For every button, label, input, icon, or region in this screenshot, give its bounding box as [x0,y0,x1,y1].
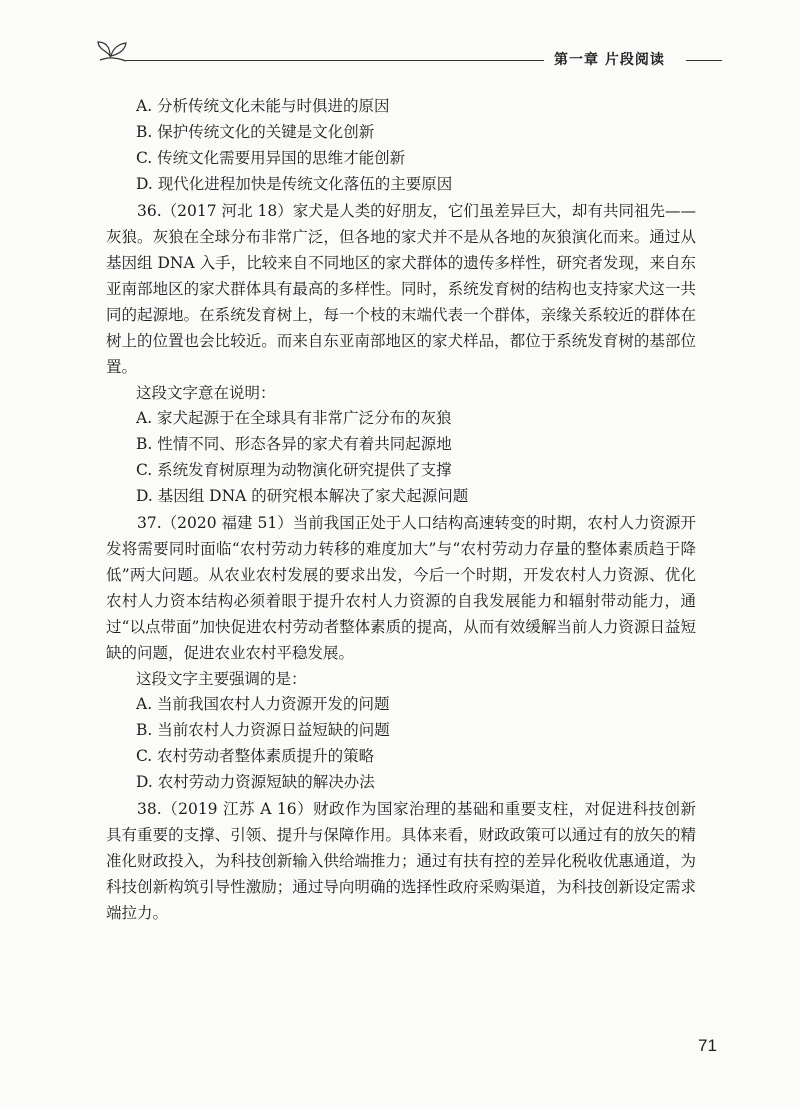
q38-text: 38.（2019 江苏 A 16）财政作为国家治理的基础和重要支柱，对促进科技创新具有重要的支撑、引领、提升与保障作用。具体来看，财政政策可以通过有的放矢的精准化财政投入，为科技创新输入供给端推力；通过有扶有控的差异化税收优惠通道，为科技创新构筑引导性激励；通过导向明确的选择性政府采购渠道，为科技创新设定需求端拉力。 [106,800,696,922]
q36-text: 36.（2017 河北 18）家犬是人类的好朋友，它们虽差异巨大，却有共同祖先——灰狼。灰狼在全球分布非常广泛，但各地的家犬并不是从各地的灰狼演化而来。通过从基因组 DNA 入手，比较来自不同地区的家犬群体的遗传多样性，研究者发现，来自东亚南部地区的家犬群体具有最高的多样性。同时，系统发育树的结构也支持家犬这一共同的起源地。在系统发育树上，每一个枝的末端代表一个群体，亲缘关系较近的群体在树上的位置也会比较近。而来自东亚南部地区的家犬样品，都位于系统发育树的基部位置。 [106,202,696,376]
q36-option-b: B. 性情不同、形态各异的家犬有着共同起源地 [136,435,452,453]
q36-option-a: A. 家犬起源于在全球具有非常广泛分布的灰狼 [136,409,452,427]
chapter-title: 第一章 片段阅读 [554,52,665,68]
q37-option-d: D. 农村劳动力资源短缺的解决办法 [136,773,375,791]
page-content [106,94,696,926]
option-a: A. 分析传统文化未能与时俱进的原因 [136,97,390,115]
q37-prompt: 这段文字主要强调的是： [136,670,307,688]
option-c: C. 传统文化需要用异国的思维才能创新 [136,149,406,167]
header-rule-left [126,60,544,61]
page-number: 71 [698,1036,717,1055]
header-rule-right [686,60,722,61]
q37-option-a: A. 当前我国农村人力资源开发的问题 [136,695,390,713]
leaf-icon [96,34,130,64]
q36-option-d: D. 基因组 DNA 的研究根本解决了家犬起源问题 [136,487,469,505]
q37-option-c: C. 农村劳动者整体素质提升的策略 [136,747,375,765]
q37-text: 37.（2020 福建 51）当前我国正处于人口结构高速转变的时期，农村人力资源开发将需要同时面临“农村劳动力转移的难度加大”与“农村劳动力存量的整体素质趋于降低”两大问题。从农业农村发展的要求出发，今后一个时期，开发农村人力资源、优化农村人力资本结构必须着眼于提升农村人力资源的自我发展能力和辐射带动能力，通过“以点带面”加快促进农村劳动者整体素质的提高，从而有效缓解当前人力资源日益短缺的问题，促进农业农村平稳发展。 [106,514,696,662]
option-d: D. 现代化进程加快是传统文化落伍的主要原因 [136,175,453,193]
q36-option-c: C. 系统发育树原理为动物演化研究提供了支撑 [136,461,452,479]
q37-option-b: B. 当前农村人力资源日益短缺的问题 [136,721,390,739]
q36-prompt: 这段文字意在说明： [136,384,276,402]
page-header [96,34,722,70]
q35-options [106,94,696,198]
option-b: B. 保护传统文化的关键是文化创新 [136,123,375,141]
